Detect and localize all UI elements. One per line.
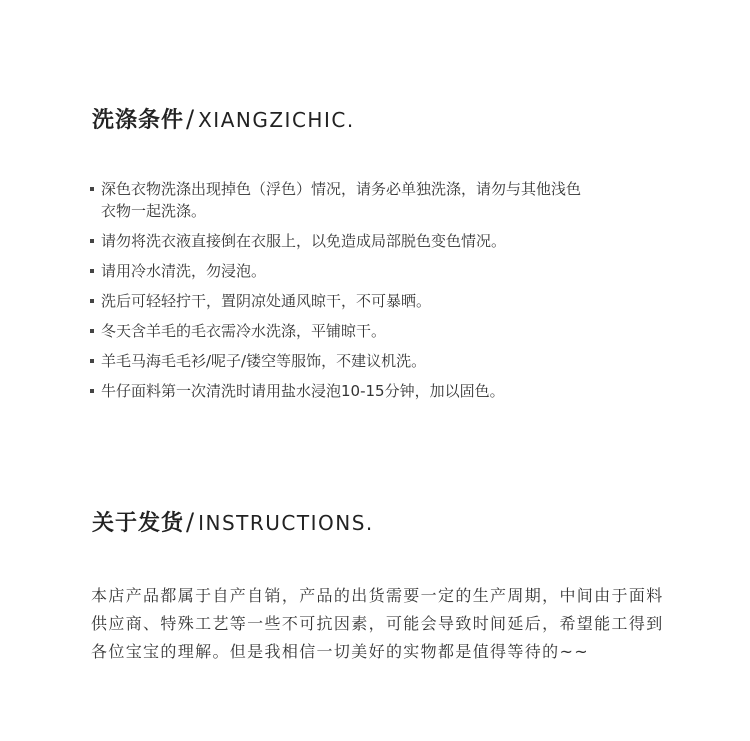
washing-section-title <box>92 103 355 134</box>
list-item: 羊毛马海毛毛衫/呢子/镂空等服饰，不建议机洗。 <box>90 350 690 372</box>
shipping-section-title <box>92 506 374 537</box>
washing-title-separator: / <box>186 105 195 133</box>
list-item: 请勿将洗衣液直接倒在衣服上，以免造成局部脱色变色情况。 <box>90 230 690 252</box>
shipping-description: 本店产品都属于自产自销，产品的出货需要一定的生产周期，中间由于面料供应商、特殊工艺等一些不可抗因素，可能会导致时间延后，希望能工得到各位宝宝的理解。但是我相信一切美好的实物都是值得等待的~~ <box>91 586 664 661</box>
list-item: 洗后可轻轻拧干，置阴凉处通风晾干，不可暴晒。 <box>90 290 690 312</box>
list-item: 牛仔面料第一次清洗时请用盐水浸泡10-15分钟，加以固色。 <box>90 380 690 402</box>
list-item: 请用冷水清洗，勿浸泡。 <box>90 260 690 282</box>
shipping-title-cn: 关于发货 <box>92 511 185 536</box>
washing-instructions-list <box>90 178 690 410</box>
shipping-title-separator: / <box>186 508 195 536</box>
shipping-title-en: INSTRUCTIONS. <box>198 511 374 535</box>
list-item: 深色衣物洗涤出现掉色（浮色）情况，请务必单独洗涤，请勿与其他浅色衣物一起洗涤。 <box>90 178 591 222</box>
list-item: 冬天含羊毛的毛衣需冷水洗涤，平铺晾干。 <box>90 320 690 342</box>
washing-title-en: XIANGZICHIC. <box>198 108 355 132</box>
washing-title-cn: 洗涤条件 <box>92 108 185 133</box>
